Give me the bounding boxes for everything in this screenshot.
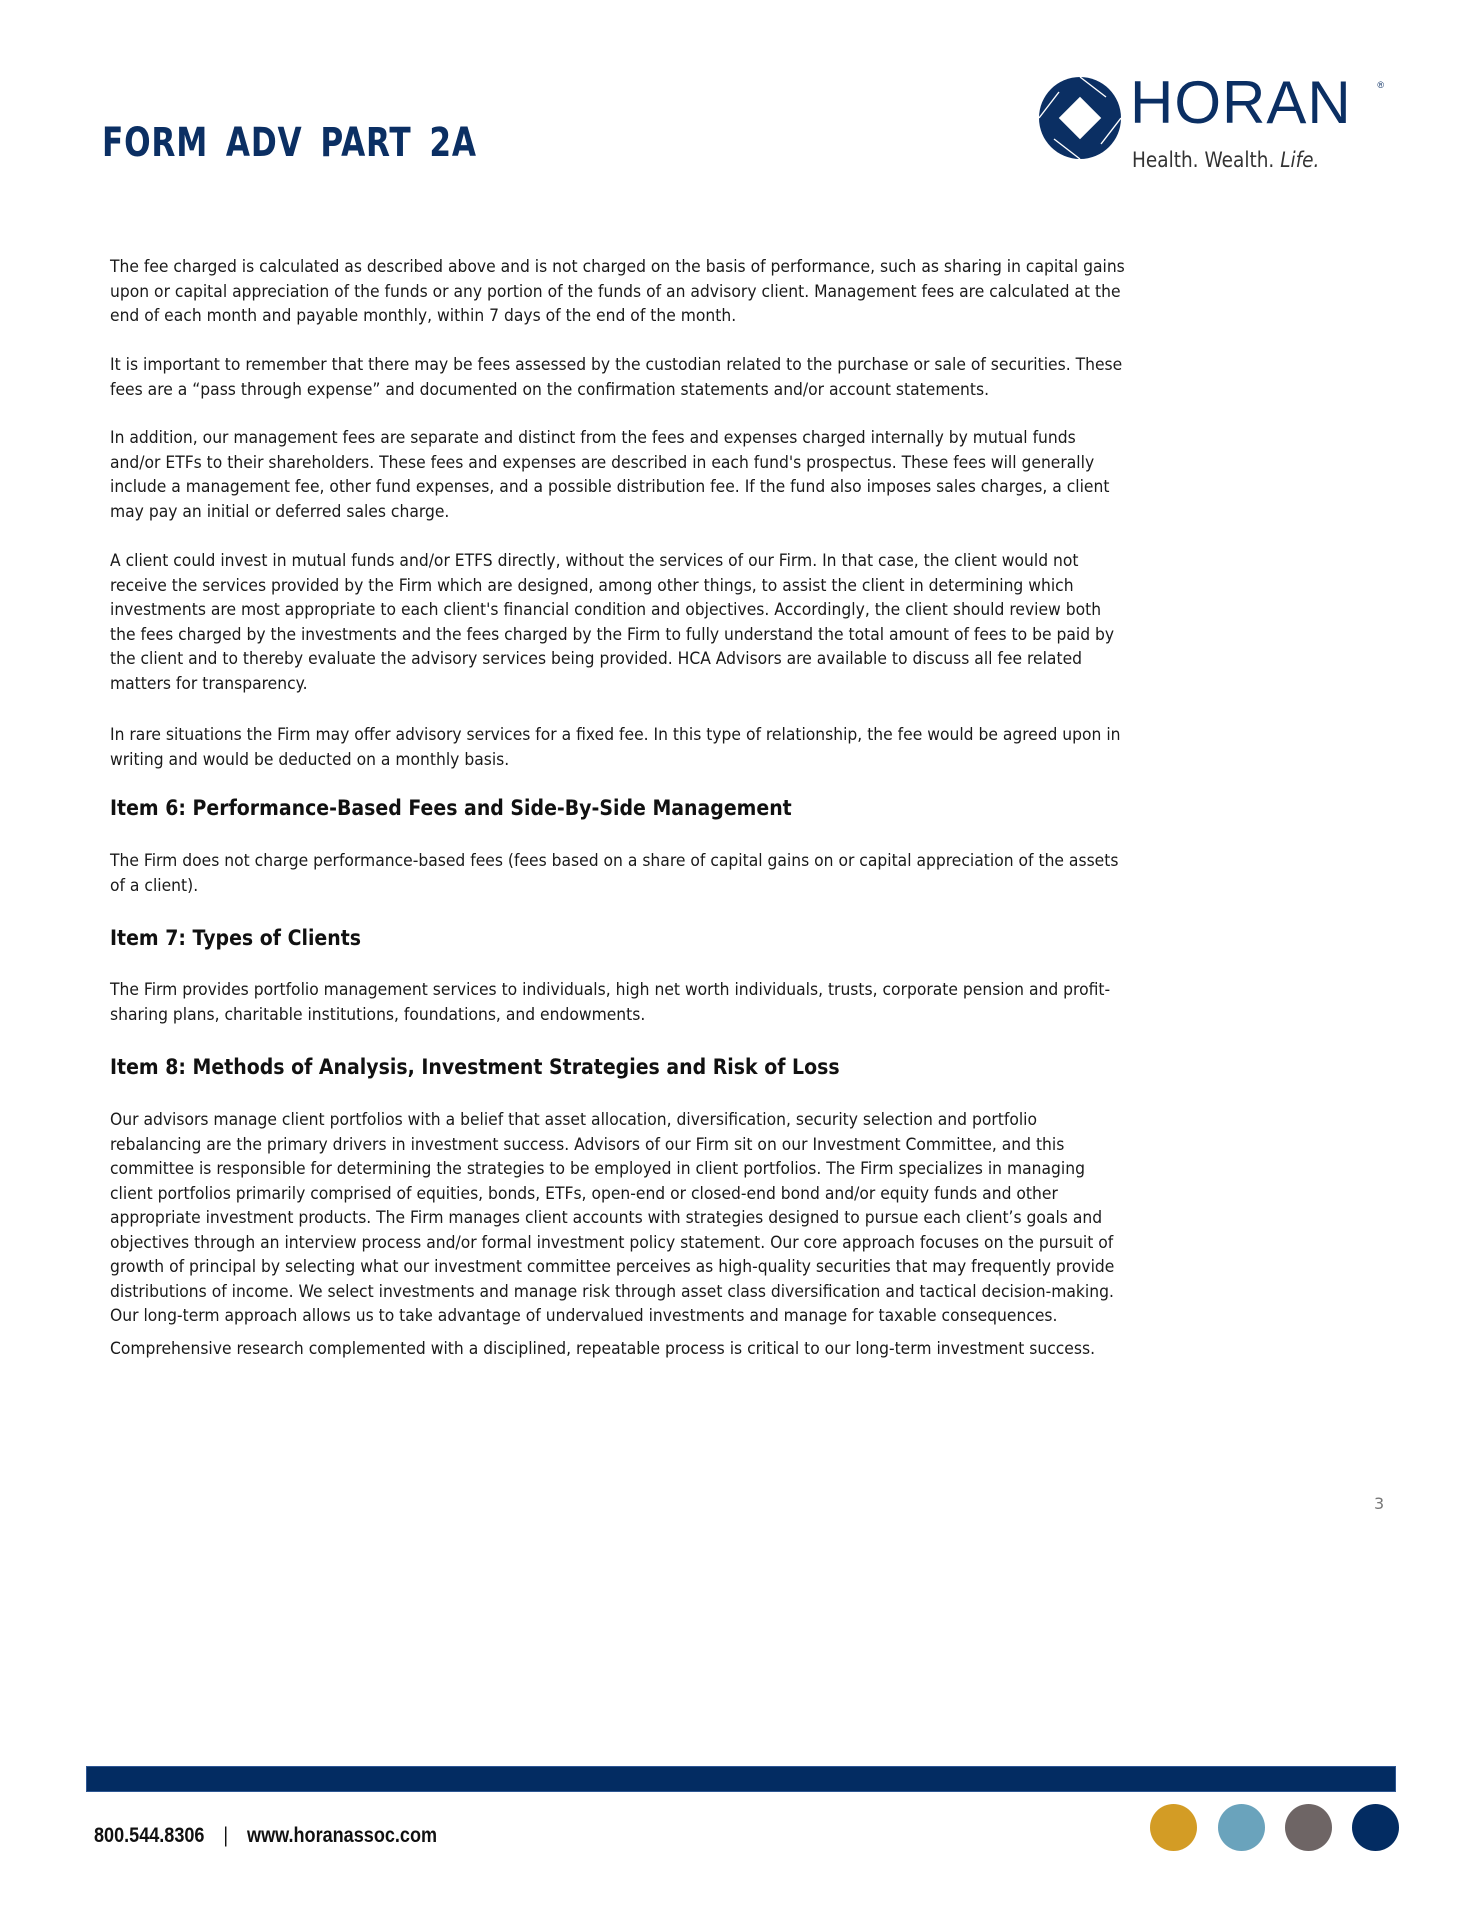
page-number: 3: [1374, 1494, 1385, 1513]
footer-phone: 800.544.8306: [94, 1824, 205, 1847]
brand-dot-navy: [1352, 1804, 1399, 1851]
paragraph-fee-calculation: [110, 255, 1390, 329]
brand-dot-light-blue: [1218, 1804, 1265, 1851]
footer-website-link[interactable]: www.horanassoc.com: [247, 1824, 438, 1847]
tagline-wealth: Wealth.: [1204, 148, 1275, 172]
text-line: writing and would be deducted on a monthly basis.: [110, 749, 510, 770]
paragraph-direct-investment: [110, 549, 1390, 696]
text-line: Our advisors manage client portfolios with a belief that asset allocation, diversification, security selection and portfolio: [110, 1110, 1038, 1130]
item-8-closing: [110, 1337, 1390, 1362]
text-line: It is important to remember that there may be fees assessed by the custodian related to the purchase or sale of securities. These: [110, 355, 1123, 375]
text-line: appropriate investment products. The Firm manages client accounts with strategies designed to pursue each client’s goals and: [110, 1208, 1103, 1228]
text-line: and/or ETFs to their shareholders. These fees and expenses are described in each fund's prospectus. These fees will generally: [110, 452, 1095, 473]
text-line: distributions of income. We select investments and manage risk through asset class diversification and tactical decision-making.: [110, 1281, 1114, 1302]
text-line: end of each month and payable monthly, within 7 days of the end of the month.: [110, 306, 737, 326]
footer-contact: [94, 1824, 437, 1848]
registered-mark: ®: [1377, 80, 1384, 90]
text-line: Comprehensive research complemented with a disciplined, repeatable process is critical to our long-term investment success.: [110, 1339, 1096, 1359]
brand-dots: [1150, 1804, 1400, 1854]
logo-wordmark: HORAN: [1130, 69, 1352, 136]
brand-dot-gold: [1150, 1804, 1197, 1851]
text-line: upon or capital appreciation of the funds or any portion of the funds of an advisory client. Management fees are calculated at the: [110, 281, 1121, 302]
text-line: the client and to thereby evaluate the advisory services being provided. HCA Advisors are available to discuss all fee related: [110, 649, 1083, 669]
text-line: fees are a “pass through expense” and documented on the confirmation statements and/or account statements.: [110, 379, 990, 400]
text-line: The Firm does not charge performance-based fees (fees based on a share of capital gains on or capital appreciation of the assets: [110, 851, 1119, 871]
item-7-paragraph: [110, 978, 1390, 1027]
text-line: investments are most appropriate to each client's financial condition and objectives. Accordingly, the client should review both: [110, 600, 1102, 620]
horan-diamond-circle-icon: [1038, 76, 1122, 160]
item-8-heading: Item 8: Methods of Analysis, Investment Strategies and Risk of Loss: [110, 1055, 840, 1080]
brand-dot-gray: [1285, 1804, 1332, 1851]
logo-tagline: [1132, 148, 1319, 172]
paragraph-fixed-fee: [110, 723, 1390, 772]
text-line: of a client).: [110, 875, 199, 896]
item-7-heading: Item 7: Types of Clients: [110, 926, 362, 951]
item-6-paragraph: [110, 849, 1390, 898]
tagline-health: Health.: [1132, 148, 1199, 172]
text-line: include a management fee, other fund expenses, and a possible distribution fee. If the fund also imposes sales charges, a client: [110, 477, 1110, 497]
paragraph-fund-fees: [110, 426, 1390, 524]
text-line: The fee charged is calculated as described above and is not charged on the basis of performance, such as sharing in capital gains: [110, 257, 1125, 277]
text-line: rebalancing are the primary drivers in investment success. Advisors of our Firm sit on our Investment Committee, and this: [110, 1134, 1065, 1155]
item-8-paragraph: [110, 1108, 1390, 1329]
text-line: A client could invest in mutual funds and/or ETFS directly, without the services of our Firm. In that case, the client would not: [110, 551, 1079, 571]
text-line: In rare situations the Firm may offer advisory services for a fixed fee. In this type of relationship, the fee would be agreed upon in: [110, 725, 1121, 745]
tagline-life: Life.: [1280, 148, 1320, 172]
horan-logo: [1038, 69, 1388, 184]
item-6-heading: Item 6: Performance-Based Fees and Side-By-Side Management: [110, 796, 792, 821]
footer-separator: |: [223, 1824, 229, 1847]
footer-bar: [86, 1766, 1396, 1792]
text-line: In addition, our management fees are separate and distinct from the fees and expenses charged internally by mutual funds: [110, 428, 1076, 448]
text-line: client portfolios primarily comprised of equities, bonds, ETFs, open-end or closed-end bond and/or equity funds and other: [110, 1183, 1058, 1204]
paragraph-custodian-fees: [110, 353, 1390, 402]
text-line: sharing plans, charitable institutions, foundations, and endowments.: [110, 1004, 646, 1025]
text-line: objectives through an interview process and/or formal investment policy statement. Our core approach focuses on the pursuit of: [110, 1232, 1114, 1253]
text-line: the fees charged by the investments and the fees charged by the Firm to fully understand the total amount of fees to be paid by: [110, 624, 1115, 645]
text-line: Our long-term approach allows us to take advantage of undervalued investments and manage for taxable consequences.: [110, 1306, 1058, 1326]
text-line: receive the services provided by the Firm which are designed, among other things, to assist the client in determining which: [110, 575, 1074, 596]
text-line: The Firm provides portfolio management services to individuals, high net worth individuals, trusts, corporate pension and profit-: [110, 980, 1111, 1000]
document-title: FORM ADV PART 2A: [102, 120, 477, 166]
text-line: matters for transparency.: [110, 673, 308, 694]
text-line: may pay an initial or deferred sales charge.: [110, 501, 450, 522]
text-line: growth of principal by selecting what our investment committee perceives as high-quality securities that may frequently provide: [110, 1257, 1115, 1277]
text-line: committee is responsible for determining the strategies to be employed in client portfolios. The Firm specializes in managing: [110, 1159, 1085, 1179]
